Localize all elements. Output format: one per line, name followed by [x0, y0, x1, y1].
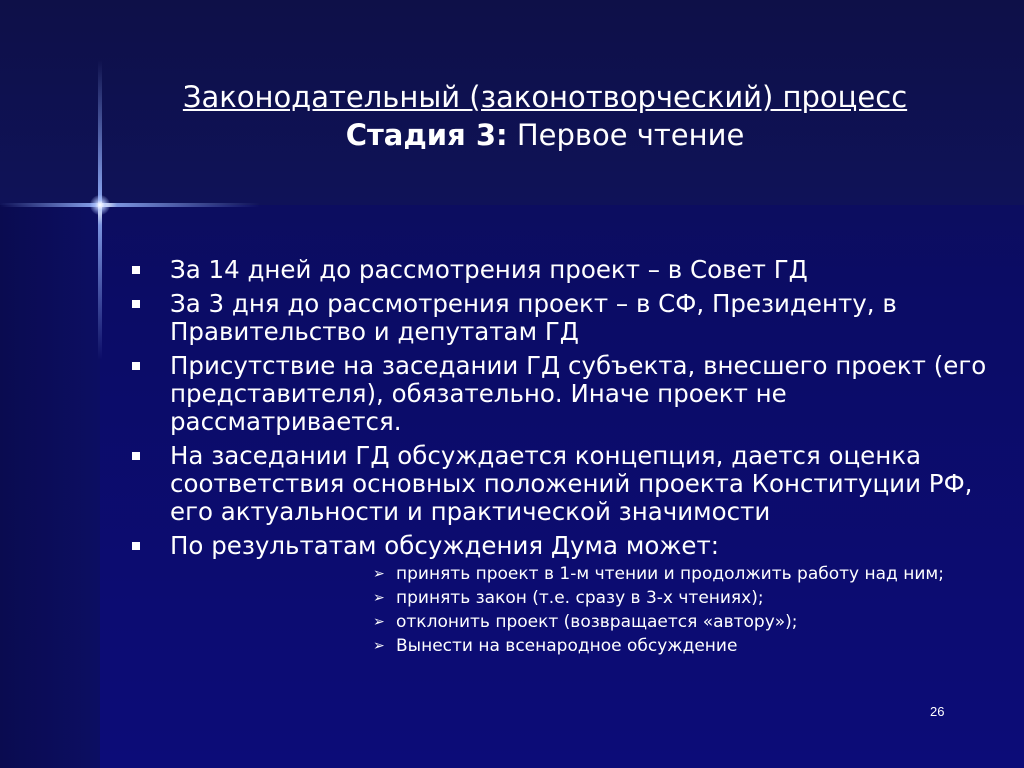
slide-content — [130, 256, 1000, 664]
title-line-1: Законодательный (законотворческий) процесс — [182, 80, 908, 114]
sub-bullet-list — [170, 562, 1000, 658]
square-bullet-icon — [132, 452, 140, 460]
bullet-item — [130, 532, 1000, 658]
sub-bullet-text: принять закон (т.е. сразу в 3-х чтениях); — [396, 588, 764, 608]
sparkle-core-icon — [90, 195, 110, 215]
arrow-bullet-icon: ➢ — [373, 590, 385, 606]
sub-bullet-item — [370, 610, 1000, 634]
sparkle-horizontal-icon — [0, 203, 260, 207]
title-line-2 — [120, 116, 970, 154]
square-bullet-icon — [132, 542, 140, 550]
square-bullet-icon — [132, 300, 140, 308]
slide-title — [120, 78, 970, 154]
arrow-bullet-icon: ➢ — [373, 566, 385, 582]
bullet-item — [130, 256, 1000, 284]
bullet-text: За 3 дня до рассмотрения проект – в СФ, Президенту, в Правительство и депутатам ГД — [170, 289, 897, 346]
bullet-text: По результатам обсуждения Дума может: — [170, 531, 719, 560]
sub-bullet-item — [370, 562, 1000, 586]
sub-bullet-text: принять проект в 1-м чтении и продолжить работу над ним; — [396, 564, 944, 584]
arrow-bullet-icon: ➢ — [373, 614, 385, 630]
stage-label: Стадия 3: — [345, 118, 508, 152]
page-number: 26 — [930, 704, 945, 719]
sub-bullet-item — [370, 634, 1000, 658]
bullet-item — [130, 442, 1000, 526]
square-bullet-icon — [132, 362, 140, 370]
sub-bullet-text: Вынести на всенародное обсуждение — [396, 636, 738, 656]
bullet-list — [130, 256, 1000, 658]
bullet-text: За 14 дней до рассмотрения проект – в Совет ГД — [170, 255, 808, 284]
square-bullet-icon — [132, 266, 140, 274]
bullet-item — [130, 352, 1000, 436]
left-band — [0, 205, 100, 768]
stage-name: Первое чтение — [516, 118, 745, 152]
bullet-text: Присутствие на заседании ГД субъекта, внесшего проект (его представителя), обязательно. Иначе проект не рассматривается. — [170, 351, 987, 436]
arrow-bullet-icon: ➢ — [373, 638, 385, 654]
sub-bullet-text: отклонить проект (возвращается «автору»); — [396, 612, 798, 632]
bullet-item — [130, 290, 1000, 346]
sub-bullet-item — [370, 586, 1000, 610]
bullet-text: На заседании ГД обсуждается концепция, дается оценка соответствия основных положений проекта Конституции РФ, его актуальности и практической значимости — [170, 441, 973, 526]
